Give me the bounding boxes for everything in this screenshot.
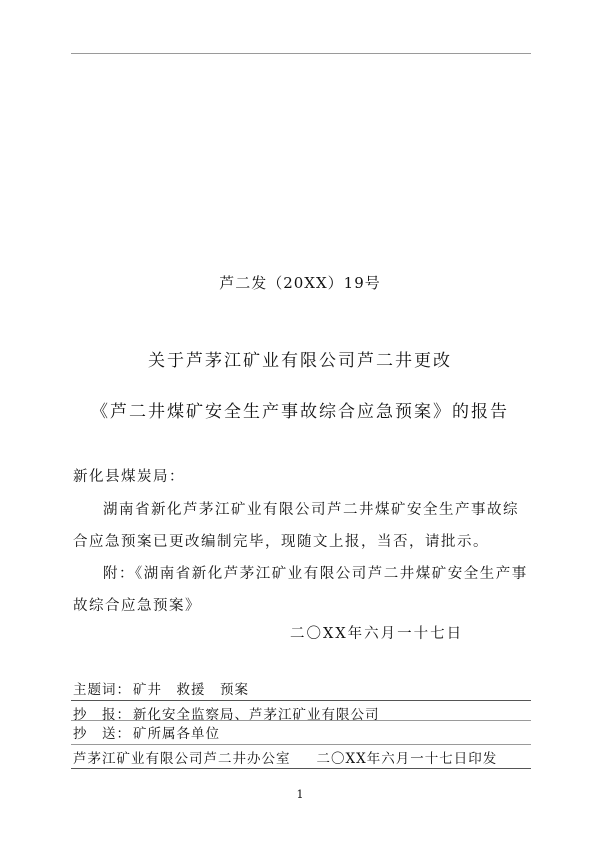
send-row [73, 724, 533, 744]
send-label: 抄 送： [73, 726, 131, 742]
issue-date: 二〇XX年六月一十七日印发 [316, 751, 498, 767]
footer-rule-3 [71, 744, 531, 745]
subject-value: 矿井 救援 预案 [133, 682, 249, 698]
document-title-line-2: 《芦二井煤矿安全生产事故综合应急预案》的报告 [91, 402, 509, 422]
document-number: 芦二发（20XX）19号 [219, 274, 381, 292]
footer-rule-2 [71, 720, 531, 721]
document-title-line-1: 关于芦茅江矿业有限公司芦二井更改 [148, 351, 452, 371]
page-number: 1 [296, 788, 304, 801]
recipient: 新化县煤炭局： [73, 469, 185, 485]
cc-value: 新化安全监察局、芦茅江矿业有限公司 [133, 707, 380, 723]
attachment-note: 附：《湖南省新化芦茅江矿业有限公司芦二井煤矿安全生产事故综合应急预案》 [73, 566, 528, 614]
body-paragraph: 湖南省新化芦茅江矿业有限公司芦二井煤矿安全生产事故综合应急预案已更改编制完毕，现随文上报，当否，请批示。 [73, 502, 519, 550]
footer-rule-1 [71, 700, 531, 701]
cc-label: 抄 报： [73, 707, 131, 723]
issuer-office: 芦茅江矿业有限公司芦二井办公室 [73, 751, 291, 767]
subject-keywords-row [73, 680, 533, 700]
send-value: 矿所属各单位 [133, 726, 220, 742]
cc-row [73, 705, 533, 725]
footer-rule-4 [71, 768, 531, 769]
signature-date: 二〇XX年六月一十七日 [290, 626, 464, 642]
subject-label: 主题词： [73, 682, 131, 698]
issuer-row [73, 749, 533, 769]
header-rule [71, 53, 531, 54]
